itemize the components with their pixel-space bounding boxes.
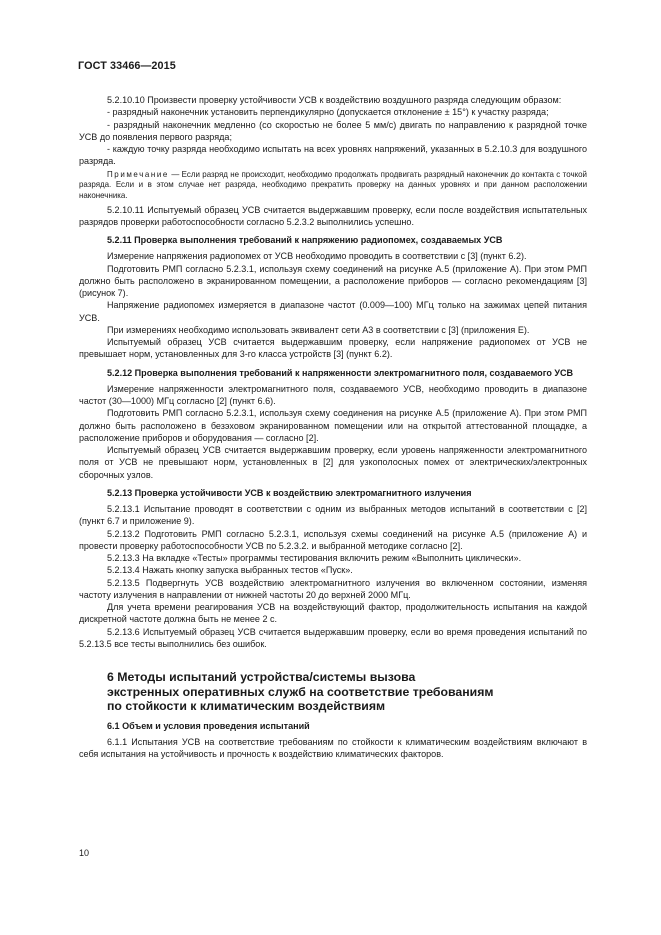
paragraph-5-2-12-c: Испытуемый образец УСВ считается выдержавшим проверку, если уровень напряженности электромагнитного поля от УСВ не превышают норм, установленных в [2] для узкополосных помех от электрических/электронных сборочных узлов.	[79, 445, 587, 480]
paragraph-5-2-12-a: Измерение напряженности электромагнитного поля, создаваемого УСВ, необходимо проводить в диапазоне частот (30—1000) МГц согласно [2] (пункт 6.6).	[79, 383, 587, 407]
section-heading-6-line-1: 6 Методы испытаний устройства/системы вызова	[107, 670, 416, 685]
paragraph-5-2-13-3: 5.2.13.3 На вкладке «Тесты» программы тестирования включить режим «Выполнить циклически».	[107, 553, 522, 564]
paragraph-5-2-12-b: Подготовить РМП согласно 5.2.3.1, используя схему соединения на рисунке А.5 (приложение А). При этом РМП должно быть расположено в безэховом экранированном помещении или на открытой аттестованной площадке, а расположение приборов и оборудования — согласно [2].	[79, 408, 587, 443]
section-heading-6-line-2: экстренных оперативных служб на соответствие требованиям	[107, 684, 494, 699]
section-heading-6-line-3: по стойкости к климатическим воздействиям	[107, 699, 386, 714]
paragraph-6-1-1: 6.1.1 Испытания УСВ на соответствие требованиям по стойкости к климатическим воздействиям включают в себя испытания на устойчивость и прочность к воздействию климатических факторов.	[79, 737, 587, 760]
heading-5-2-12: 5.2.12 Проверка выполнения требований к напряженности электромагнитного поля, создаваемого УСВ	[107, 367, 574, 378]
note-label: Примечание	[107, 169, 169, 179]
paragraph-5-2-13-5: 5.2.13.5 Подвергнуть УСВ воздействию электромагнитного излучения во включенном состоянии, изменяя частоту излучения в направлении от нижней частоты 20 до верхней 2000 МГц.	[79, 577, 587, 600]
paragraph-5-2-10-10: 5.2.10.10 Произвести проверку устойчивости УСВ к воздействию воздушного разряда следующим образом:	[107, 95, 562, 105]
paragraph-5-2-10-11: 5.2.10.11 Испытуемый образец УСВ считается выдержавшим проверку, если после воздействия испытательных разрядов проверки работоспособности согласно 5.2.3.2 выполнились успешно.	[79, 204, 587, 227]
heading-5-2-13: 5.2.13 Проверка устойчивости УСВ к воздействию электромагнитного излучения	[107, 487, 472, 498]
heading-5-2-11: 5.2.11 Проверка выполнения требований к напряжению радиопомех, создаваемых УСВ	[107, 235, 503, 246]
list-item-dash-1: - разрядный наконечник установить перпендикулярно (допускается отклонение ± 15°) к участку разряда;	[107, 107, 549, 118]
page-body	[79, 94, 587, 761]
note-text: — Если разряд не происходит, необходимо продолжать продвигать разрядный наконечник до контакта с точкой разряда. Если и в этом случае нет разряда, необходимо прекратить проверку на данных уровнях и при данном расположении наконечника.	[79, 169, 587, 200]
paragraph-5-2-11-b: Подготовить РМП согласно 5.2.3.1, используя схему соединений на рисунке А.5 (приложение А). При этом РМП должно быть расположено в экранированном помещении, а расположение приборов — согласно рекомендациям [3] (рисунок 7).	[79, 263, 587, 299]
note	[79, 170, 587, 202]
page-number: 10	[79, 848, 90, 858]
paragraph-5-2-13-6: 5.2.13.6 Испытуемый образец УСВ считается выдержавшим проверку, если во время проведения испытаний по 5.2.13.5 все тесты выполнились без ошибок.	[79, 626, 587, 649]
list-item-dash-2: - разрядный наконечник медленно (со скоростью не более 5 мм/с) двигать по направлению к разрядной точке УСВ до появления первого разряда;	[79, 119, 587, 142]
document-header: ГОСТ 33466—2015	[78, 60, 176, 72]
paragraph-5-2-13-5b: Для учета времени реагирования УСВ на воздействующий фактор, продолжительность испытания на каждой дискретной частоте должна быть не менее 2 с.	[79, 602, 587, 625]
paragraph-5-2-13-2: 5.2.13.2 Подготовить РМП согласно 5.2.3.1, используя схемы соединений на рисунке А.5 (приложение А) и провести проверку работоспособности УСВ по 5.2.3.2. и выбранной методике согласно [2].	[79, 528, 587, 551]
section-heading-6	[79, 670, 587, 714]
paragraph-5-2-13-4: 5.2.13.4 Нажать кнопку запуска выбранных тестов «Пуск».	[107, 565, 353, 576]
paragraph-5-2-11-c: Напряжение радиопомех измеряется в диапазоне частот (0.009—100) МГц только на зажимах цепей питания УСВ.	[79, 300, 587, 323]
heading-6-1: 6.1 Объем и условия проведения испытаний	[107, 720, 310, 731]
list-item-dash-3: - каждую точку разряда необходимо испытать на всех уровнях напряжений, указанных в 5.2.10.3 для воздушного разряда.	[79, 144, 587, 167]
paragraph-5-2-11-e: Испытуемый образец УСВ считается выдержавшим проверку, если напряжение радиопомех от УСВ не превышает норм, установленных для 3-го класса устройств [3] (пункт 6.2).	[79, 337, 587, 360]
paragraph-5-2-13-1: 5.2.13.1 Испытание проводят в соответствии с одним из выбранных методов испытаний в соответствии с [2] (пункт 6.7 и приложение 9).	[79, 504, 587, 527]
paragraph-5-2-11-d: При измерениях необходимо использовать эквивалент сети А3 в соответствии с [3] (приложения Е).	[107, 324, 530, 335]
paragraph-5-2-11-a: Измерение напряжения радиопомех от УСВ необходимо проводить в соответствии с [3] (пункт 6.2).	[107, 251, 527, 262]
